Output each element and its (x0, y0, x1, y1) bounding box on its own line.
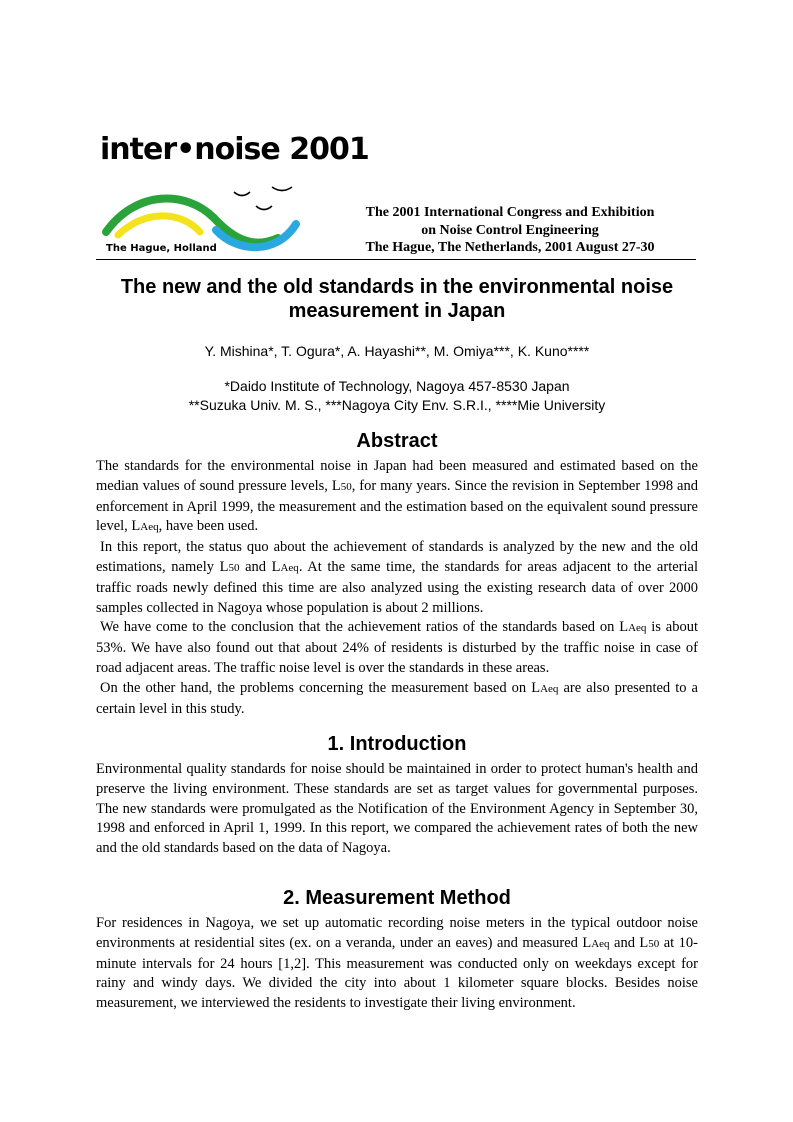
author-list: Y. Mishina*, T. Ogura*, A. Hayashi**, M. Omiya***, K. Kuno**** (204, 343, 590, 359)
smile-arc-3 (256, 206, 272, 210)
affiliation-line: **Suzuka Univ. M. S., ***Nagoya City Env. S.R.I., ****Mie University (188, 397, 606, 413)
congress-line: The Hague, The Netherlands, 2001 August 27-30 (365, 240, 655, 255)
affiliations (96, 377, 698, 415)
introduction-body (96, 760, 698, 859)
title-line: measurement in Japan (288, 300, 506, 322)
logo-location: The Hague, Holland (106, 243, 217, 254)
congress-line: on Noise Control Engineering (421, 222, 599, 238)
method-paragraph: For residences in Nagoya, we set up automatic recording noise meters in the typical outdoor noise environments at residential sites (ex. on a veranda, under an eaves) and measured LAeq and L50 at 10-minute intervals for 24 hours [1,2]. This measurement was conducted only on weekdays except for rainy and windy days. We divided the city into about 1 kilometer square blocks. Besides noise measurement, we interviewed the residents to investigate their living environment. (96, 915, 698, 1012)
introduction-paragraph: Environmental quality standards for noise should be maintained in order to protect human's health and preserve the living environment. These standards are set as target values for governmental purposes. The new standards were promulgated as the Notification of the Environment Agency in September 30, 1998 and enforced in April 1, 1999. In this report, we compared the achievement rates of both the new and the old standards based on the data of Nagoya. (96, 761, 698, 857)
method-heading: 2. Measurement Method (283, 887, 511, 909)
abstract-paragraph: In this report, the status quo about the achievement of standards is analyzed by the new and the old estimations, namely L50 and LAeq. At the same time, the standards for areas adjacent to the arterial traffic roads newly defined this time are also analyzed using the existing research data of over 2000 samples collected in Nagoya whose population is about 2 millions. (96, 539, 698, 616)
abstract-paragraph: The standards for the environmental noise in Japan had been measured and estimated based on the median values of sound pressure levels, L50, for many years. Since the revision in September 1998 and enforcement in April 1999, the measurement and the estimation based on the equivalent sound pressure level, LAeq, have been used. (96, 458, 698, 535)
introduction-heading: 1. Introduction (327, 733, 467, 755)
abstract-body (96, 457, 698, 719)
smile-arc-2 (272, 187, 292, 191)
abstract-paragraph: On the other hand, the problems concerning the measurement based on LAeq are also presented to a certain level in this study. (96, 679, 698, 717)
header-divider (96, 259, 696, 260)
abstract-paragraph: We have come to the conclusion that the achievement ratios of the standards based on LAeq is about 53%. We have also found out that about 24% of residents is disturbed by the traffic noise in case of road adjacent areas. The traffic noise level is over the standards in these areas. (96, 619, 698, 676)
abstract-heading: Abstract (356, 430, 438, 452)
conference-logo-wordmark: inter•noise 2001 (100, 132, 369, 167)
smile-arc-1 (234, 192, 250, 196)
affiliation-line: *Daido Institute of Technology, Nagoya 457-8530 Japan (224, 378, 570, 394)
method-body (96, 914, 698, 1014)
title-line: The new and the old standards in the environmental noise (120, 276, 674, 298)
logo-wave-yellow (118, 216, 200, 235)
congress-info (330, 204, 690, 257)
congress-line: The 2001 International Congress and Exhibition (365, 205, 655, 220)
paper-title (96, 275, 698, 323)
